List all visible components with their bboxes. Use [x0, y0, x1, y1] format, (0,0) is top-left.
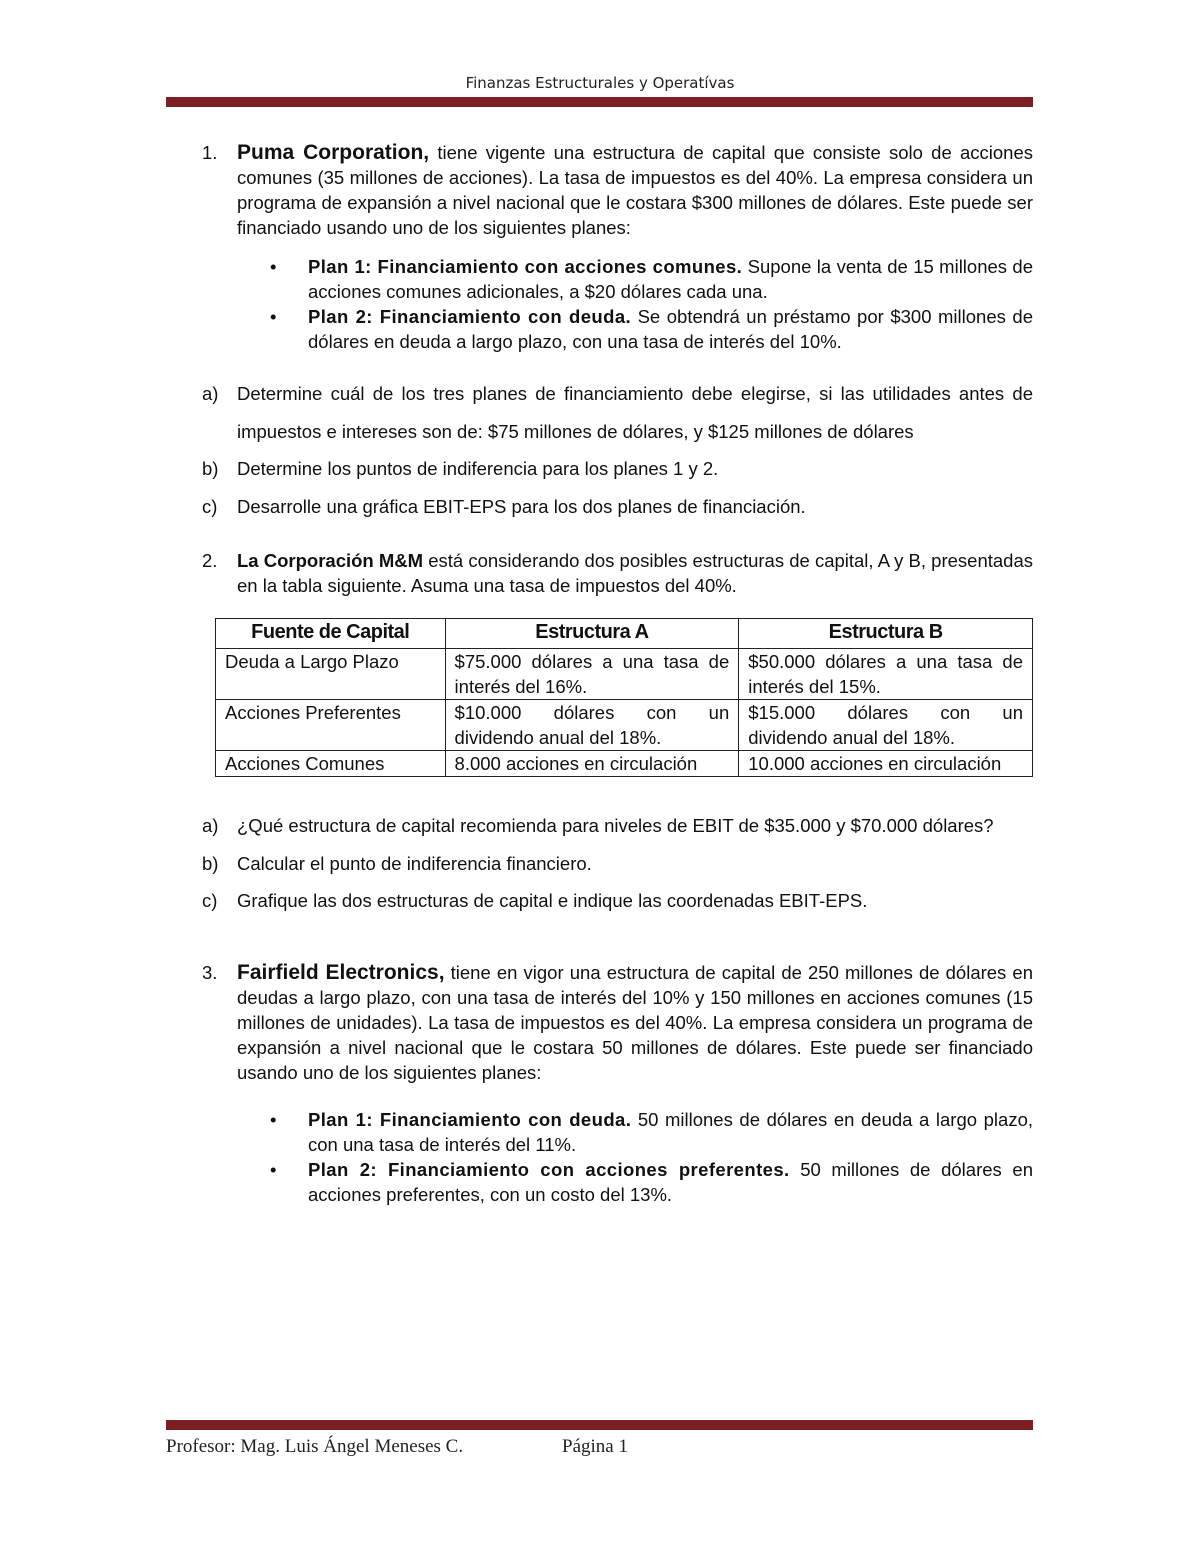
plan-text: 50 millones de dólares en acciones preferentes, con un costo del 13%.: [308, 1158, 1033, 1205]
table-cell: 8.000 acciones en circulación: [445, 751, 739, 777]
plan-list: [166, 254, 1033, 354]
problem-intro: tiene en vigor una estructura de capital de 250 millones de dólares en deudas a largo plazo, con una tasa de interés del 10% y 150 millones en acciones comunes (15 millones de unidades). La tasa de impuestos es del 40%. La empresa considera un programa de expansión a nivel nacional que le costara 50 millones de dólares. Este puede ser financiado usando uno de los siguientes planes:: [237, 961, 1033, 1083]
bullet-icon: •: [270, 256, 277, 277]
question-item: [166, 488, 1033, 526]
plan-title: Plan 2: Financiamiento con acciones preferentes.: [308, 1158, 790, 1180]
table-header-row: [216, 619, 1033, 649]
question-label: a): [202, 815, 219, 836]
plan-title: Plan 1: Financiamiento con acciones comunes.: [308, 256, 743, 277]
question-text: ¿Qué estructura de capital recomienda para niveles de EBIT de $35.000 y $70.000 dólares?: [237, 815, 994, 836]
table-cell: $50.000 dólares a una tasa de interés del 15%.: [739, 649, 1033, 700]
plan-title: Plan 1: Financiamiento con deuda.: [308, 1108, 632, 1130]
table-cell: $15.000 dólares con un dividendo anual del 18%.: [739, 700, 1033, 751]
company-name: Fairfield Electronics,: [237, 960, 445, 984]
table-cell: 10.000 acciones en circulación: [739, 751, 1033, 777]
question-item: [166, 882, 1033, 920]
company-name: Puma Corporation,: [237, 141, 430, 164]
professor-name: Profesor: Mag. Luis Ángel Meneses C.: [166, 1436, 464, 1457]
plan-list: [166, 1107, 1033, 1207]
table-cell: Acciones Preferentes: [216, 700, 446, 751]
question-text: Determine cuál de los tres planes de financiamiento debe elegirse, si las utilidades antes de impuestos e intereses son de: $75 millones de dólares, y $125 millones de dólares: [237, 383, 1033, 442]
plan-item: [166, 254, 1033, 304]
footer-rule: [166, 1420, 1033, 1430]
plan-item: [166, 1157, 1033, 1207]
page-number: Página 1: [562, 1436, 628, 1457]
plan-title: Plan 2: Financiamiento con deuda.: [308, 306, 632, 327]
table-cell: $75.000 dólares a una tasa de interés del 16%.: [445, 649, 739, 700]
problem-intro: está considerando dos posibles estructuras de capital, A y B, presentadas en la tabla siguiente. Asuma una tasa de impuestos del 40%.: [237, 550, 1034, 596]
bullet-icon: •: [270, 306, 277, 327]
problem-1: [166, 140, 1033, 240]
header-rule: [166, 97, 1033, 107]
plan-item: [166, 304, 1033, 354]
table-cell: $10.000 dólares con un dividendo anual del 18%.: [445, 700, 739, 751]
column-header: Estructura A: [445, 619, 739, 649]
table-row: [216, 751, 1033, 777]
problem-3: [166, 960, 1033, 1085]
plan-text: Supone la venta de 15 millones de acciones comunes adicionales, a $20 dólares cada una.: [308, 256, 1034, 302]
question-label: b): [202, 458, 219, 479]
question-item: [166, 450, 1033, 488]
problem-number: 3.: [202, 961, 218, 983]
problem-number: 1.: [202, 142, 218, 163]
question-item: [166, 845, 1033, 883]
plan-text: Se obtendrá un préstamo por $300 millones de dólares en deuda a largo plazo, con una tasa de interés del 10%.: [308, 306, 1033, 352]
plan-text: 50 millones de dólares en deuda a largo plazo, con una tasa de interés del 11%.: [308, 1108, 1033, 1155]
column-header: Estructura B: [739, 619, 1033, 649]
question-text: Determine los puntos de indiferencia para los planes 1 y 2.: [237, 458, 719, 479]
bullet-icon: •: [270, 1158, 277, 1180]
question-text: Calcular el punto de indiferencia financiero.: [237, 852, 592, 874]
company-name: La Corporación M&M: [237, 550, 424, 571]
column-header: Fuente de Capital: [216, 619, 446, 649]
document-body: [166, 140, 1033, 1207]
table-row: [216, 649, 1033, 700]
plan-item: [166, 1107, 1033, 1157]
page-header-title: Finanzas Estructurales y Operatívas: [465, 74, 735, 92]
table-cell: Deuda a Largo Plazo: [216, 649, 446, 700]
question-label: c): [202, 495, 218, 517]
bullet-icon: •: [270, 1108, 277, 1130]
problem-intro: tiene vigente una estructura de capital que consiste solo de acciones comunes (35 millones de acciones). La tasa de impuestos es del 40%. La empresa considera un programa de expansión a nivel nacional que le costara $300 millones de dólares. Este puede ser financiado usando uno de los siguientes planes:: [237, 142, 1033, 238]
table-cell: Acciones Comunes: [216, 751, 446, 777]
question-item: [166, 375, 1033, 450]
question-item: [166, 807, 1033, 845]
page-footer: [166, 1436, 628, 1458]
question-label: b): [202, 852, 219, 874]
problem-number: 2.: [202, 550, 218, 571]
problem-2: [166, 548, 1033, 598]
question-label: c): [202, 890, 218, 911]
question-text: Grafique las dos estructuras de capital e indique las coordenadas EBIT-EPS.: [237, 890, 868, 911]
question-label: a): [202, 383, 219, 404]
capital-structure-table: [215, 618, 1033, 777]
table-row: [216, 700, 1033, 751]
question-text: Desarrolle una gráfica EBIT-EPS para los dos planes de financiación.: [237, 495, 806, 517]
